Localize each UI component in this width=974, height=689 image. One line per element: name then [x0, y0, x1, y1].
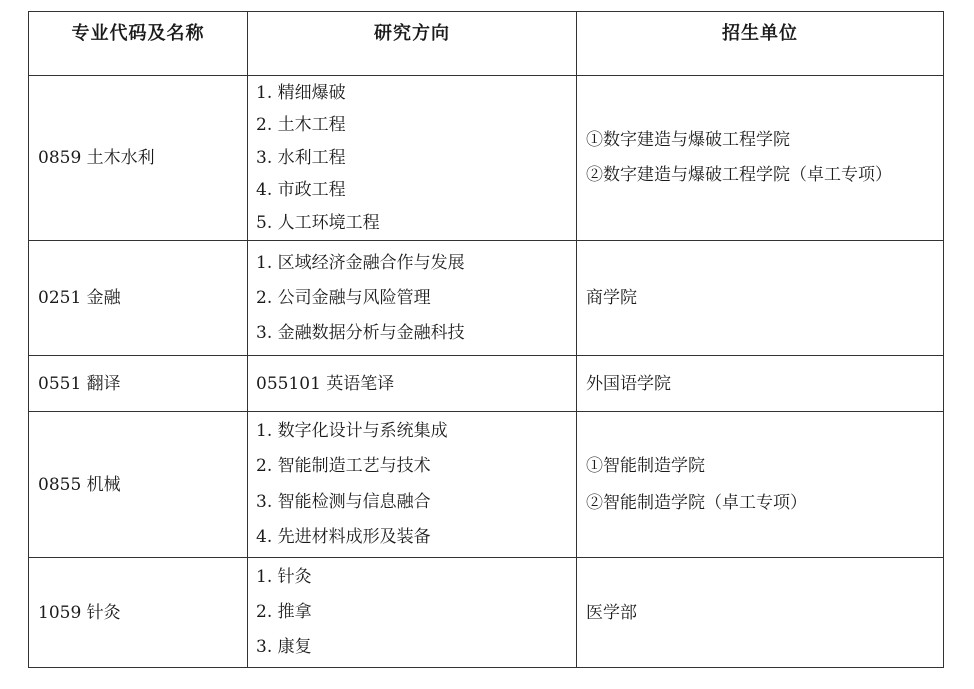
direction-item: 3. 水利工程 [256, 147, 346, 168]
direction-cell [248, 356, 577, 412]
direction-item: 2. 公司金融与风险管理 [256, 287, 431, 308]
major-cell [29, 558, 248, 668]
major-label: 1059 针灸 [38, 602, 121, 623]
direction-item: 3. 金融数据分析与金融科技 [256, 322, 465, 343]
direction-item: 3. 康复 [256, 637, 312, 657]
major-cell [29, 356, 248, 412]
table-row [29, 76, 944, 241]
direction-item: 2. 推拿 [256, 602, 312, 622]
major-label: 0251 金融 [38, 288, 121, 308]
unit-cell [577, 412, 944, 558]
unit-item: ①数字建造与爆破工程学院 [586, 130, 790, 150]
table-row [29, 356, 944, 412]
unit-cell [577, 356, 944, 412]
major-label: 0859 土木水利 [38, 148, 155, 168]
direction-item: 1. 针灸 [256, 567, 312, 587]
header-row [29, 12, 944, 76]
table-row [29, 241, 944, 356]
unit-cell [577, 241, 944, 356]
direction-cell [248, 76, 577, 241]
header-direction: 研究方向 [248, 12, 577, 76]
direction-item: 5. 人工环境工程 [256, 212, 380, 233]
direction-item: 1. 区域经济金融合作与发展 [256, 252, 465, 273]
major-label: 0551 翻译 [38, 373, 121, 394]
unit-item: 医学部 [586, 602, 637, 623]
direction-item: 055101 英语笔译 [256, 373, 395, 394]
table-row [29, 558, 944, 668]
direction-item: 2. 智能制造工艺与技术 [256, 456, 431, 476]
header-major: 专业代码及名称 [29, 12, 248, 76]
direction-item: 4. 市政工程 [256, 180, 346, 201]
direction-item: 1. 数字化设计与系统集成 [256, 420, 448, 441]
direction-item: 1. 精细爆破 [256, 82, 346, 103]
header-unit: 招生单位 [577, 12, 944, 76]
unit-item: ②智能制造学院（卓工专项） [586, 492, 807, 513]
unit-cell [577, 558, 944, 668]
unit-item: 商学院 [586, 288, 637, 308]
major-cell [29, 241, 248, 356]
major-cell [29, 76, 248, 241]
major-label: 0855 机械 [38, 474, 121, 495]
major-cell [29, 412, 248, 558]
direction-cell [248, 558, 577, 668]
unit-cell [577, 76, 944, 241]
direction-item: 2. 土木工程 [256, 115, 346, 136]
enrollment-table [28, 11, 944, 668]
unit-item: 外国语学院 [586, 373, 671, 394]
direction-item: 3. 智能检测与信息融合 [256, 491, 431, 512]
direction-cell [248, 412, 577, 558]
direction-cell [248, 241, 577, 356]
table-row [29, 412, 944, 558]
unit-item: ②数字建造与爆破工程学院（卓工专项） [586, 165, 892, 185]
direction-item: 4. 先进材料成形及装备 [256, 527, 431, 547]
unit-item: ①智能制造学院 [586, 455, 705, 476]
